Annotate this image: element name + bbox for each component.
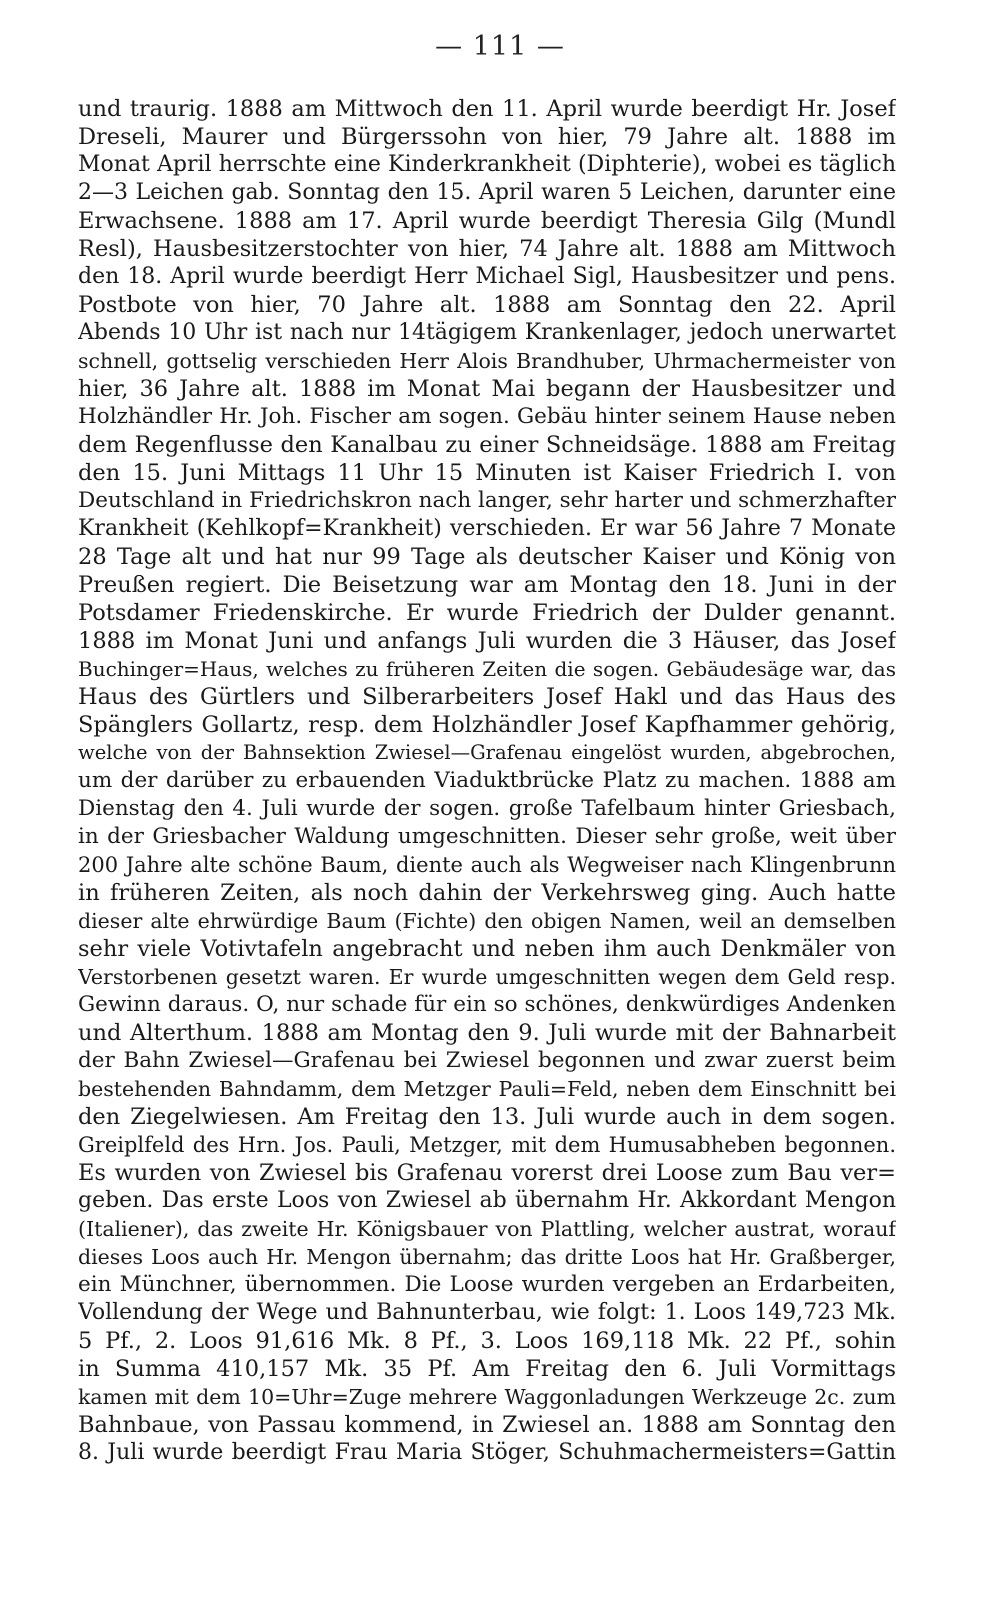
text-line: geben. Das erste Loos von Zwiesel ab übernahm Hr. Akkordant Mengon	[78, 1188, 896, 1213]
text-line: den 15. Juni Mittags 11 Uhr 15 Minuten ist Kaiser Friedrich I. von	[78, 460, 896, 486]
text-line: um der darüber zu erbauenden Viaduktbrücke Platz zu machen. 1888 am	[78, 768, 896, 793]
text-line: den Ziegelwiesen. Am Freitag den 13. Juli wurde auch in dem sogen.	[78, 1104, 896, 1130]
text-line: sehr viele Votivtafeln angebracht und neben ihm auch Denkmäler von	[78, 936, 896, 962]
text-line: Preußen regiert. Die Beisetzung war am Montag den 18. Juni in der	[78, 572, 896, 598]
body-text	[78, 95, 896, 1467]
text-line: in früheren Zeiten, als noch dahin der Verkehrsweg ging. Auch hatte	[78, 880, 896, 906]
text-line: 28 Tage alt und hat nur 99 Tage als deutscher Kaiser und König von	[78, 544, 896, 570]
text-line: Buchinger=Haus, welches zu früheren Zeiten die sogen. Gebäudesäge war, das	[78, 657, 896, 681]
text-line: 2—3 Leichen gab. Sonntag den 15. April waren 5 Leichen, darunter eine	[78, 180, 896, 205]
text-line: Krankheit (Kehlkopf=Krankheit) verschieden. Er war 56 Jahre 7 Monate	[78, 516, 896, 541]
text-line: Postbote von hier, 70 Jahre alt. 1888 am Sonntag den 22. April	[78, 292, 896, 318]
text-line: bestehenden Bahndamm, dem Metzger Pauli=Feld, neben dem Einschnitt bei	[78, 1077, 896, 1101]
text-line: (Italiener), das zweite Hr. Königsbauer von Plattling, welcher austrat, worauf	[78, 1217, 896, 1241]
text-line: Greiplfeld des Hrn. Jos. Pauli, Metzger, mit dem Humusabheben begonnen.	[78, 1133, 896, 1157]
text-line: Abends 10 Uhr ist nach nur 14tägigem Krankenlager, jedoch unerwartet	[78, 320, 896, 345]
text-line: Deutschland in Friedrichskron nach langer, sehr harter und schmerzhafter	[78, 488, 896, 513]
text-line: Gewinn daraus. O, nur schade für ein so schönes, denkwürdiges Andenken	[78, 992, 896, 1017]
text-line: Erwachsene. 1888 am 17. April wurde beerdigt Theresia Gilg (Mundl	[78, 208, 896, 234]
text-line: Dreseli, Maurer und Bürgerssohn von hier, 79 Jahre alt. 1888 im	[78, 124, 896, 150]
text-line: in Summa 410,157 Mk. 35 Pf. Am Freitag den 6. Juli Vormittags	[78, 1356, 896, 1382]
text-line: dem Regenflusse den Kanalbau zu einer Schneidsäge. 1888 am Freitag	[78, 432, 896, 458]
text-line: hier, 36 Jahre alt. 1888 im Monat Mai begann der Hausbesitzer und	[78, 376, 896, 402]
text-line: 8. Juli wurde beerdigt Frau Maria Stöger, Schuhmachermeisters=Gattin	[78, 1440, 896, 1465]
text-line: Potsdamer Friedenskirche. Er wurde Friedrich der Dulder genannt.	[78, 600, 896, 626]
text-line: dieser alte ehrwürdige Baum (Fichte) den obigen Namen, weil an demselben	[78, 909, 896, 933]
text-line: Resl), Hausbesitzerstochter von hier, 74 Jahre alt. 1888 am Mittwoch	[78, 236, 896, 262]
text-line: Dienstag den 4. Juli wurde der sogen. große Tafelbaum hinter Griesbach,	[78, 796, 896, 821]
text-line: Haus des Gürtlers und Silberarbeiters Josef Hakl und das Haus des	[78, 684, 896, 710]
text-line: und traurig. 1888 am Mittwoch den 11. April wurde beerdigt Hr. Josef	[78, 96, 896, 122]
text-line: der Bahn Zwiesel—Grafenau bei Zwiesel begonnen und zwar zuerst beim	[78, 1048, 896, 1073]
text-line: in der Griesbacher Waldung umgeschnitten. Dieser sehr große, weit über	[78, 824, 896, 849]
text-line: Spänglers Gollartz, resp. dem Holzhändler Josef Kapfhammer gehörig,	[78, 712, 896, 738]
text-line: ein Münchner, übernommen. Die Loose wurden vergeben an Erdarbeiten,	[78, 1272, 896, 1297]
text-line: Monat April herrschte eine Kinderkrankheit (Diphterie), wobei es täglich	[78, 152, 896, 177]
text-line: dieses Loos auch Hr. Mengon übernahm; das dritte Loos hat Hr. Graßberger,	[78, 1245, 896, 1269]
text-line: und Alterthum. 1888 am Montag den 9. Juli wurde mit der Bahnarbeit	[78, 1020, 896, 1046]
text-line: 5 Pf., 2. Loos 91,616 Mk. 8 Pf., 3. Loos 169,118 Mk. 22 Pf., sohin	[78, 1328, 896, 1354]
text-line: Vollendung der Wege und Bahnunterbau, wie folgt: 1. Loos 149,723 Mk.	[78, 1300, 896, 1325]
text-line: Bahnbaue, von Passau kommend, in Zwiesel an. 1888 am Sonntag den	[78, 1412, 896, 1438]
text-line: Verstorbenen gesetzt waren. Er wurde umgeschnitten wegen dem Geld resp.	[78, 965, 896, 989]
text-line: kamen mit dem 10=Uhr=Zuge mehrere Waggonladungen Werkzeuge 2c. zum	[78, 1385, 896, 1409]
text-line: Es wurden von Zwiesel bis Grafenau vorerst drei Loose zum Bau ver=	[78, 1160, 896, 1186]
text-line: den 18. April wurde beerdigt Herr Michael Sigl, Hausbesitzer und pens.	[78, 264, 896, 289]
text-line: 1888 im Monat Juni und anfangs Juli wurden die 3 Häuser, das Josef	[78, 628, 896, 654]
text-line: Holzhändler Hr. Joh. Fischer am sogen. Gebäu hinter seinem Hause neben	[78, 404, 896, 429]
text-line: 200 Jahre alte schöne Baum, diente auch als Wegweiser nach Klingenbrunn	[78, 853, 896, 877]
page-number-header: — 111 —	[435, 31, 565, 62]
text-line: welche von der Bahnsektion Zwiesel—Grafenau eingelöst wurden, abgebrochen,	[78, 741, 896, 764]
text-line: schnell, gottselig verschieden Herr Alois Brandhuber, Uhrmachermeister von	[78, 349, 896, 373]
